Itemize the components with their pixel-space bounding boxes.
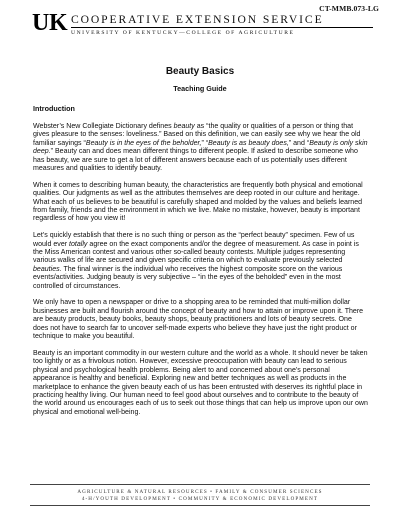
text-run: Webster’s New Collegiate Dictionary defines [33,123,174,130]
section-heading: Introduction [33,104,75,113]
service-name: COOPERATIVE EXTENSION SERVICE [71,13,324,26]
uk-logo [32,10,68,36]
university-name: UNIVERSITY OF KENTUCKY—COLLEGE OF AGRICULTURE [71,29,295,36]
body-text [33,123,368,426]
text-run-italic: beauty [173,123,195,130]
text-run-italic: beauties. [33,265,62,273]
footer-line-1: AGRICULTURE & NATURAL RESOURCES • FAMILY & CONSUMER SCIENCES [77,489,323,495]
footer-rule-top [30,484,370,485]
page-subtitle: Teaching Guide [173,84,227,93]
document-id: CT-MMB.073-LG [319,4,379,13]
header-rule [71,27,373,28]
text-run-italic: Beauty is only skin deep. [33,139,368,156]
logo-letter-k: K [49,10,68,36]
paragraph-4: We only have to open a newspaper or drive to a shopping area to be reminded that multi-million dollar businesses are built and flourish around the concept of beauty and how to attain or improve upon it. There are beauty products, beauty books, beauty shops, beauty practitioners and lots of beauty secrets. One does not have to search far to uncover self-made experts who believe they have just the right product or technique to make you beautiful. [33,299,364,341]
footer-line-2: 4-H/YOUTH DEVELOPMENT • COMMUNITY & ECONOMIC DEVELOPMENT [81,496,319,502]
text-run: Let’s quickly establish that there is no such thing or person as the “perfect beauty” specimen. Few of us would ever [33,232,355,248]
page-title: Beauty Basics [165,66,235,77]
text-run: ” Beauty can and does mean different things to different people. If asked to describe someone who has beauty, we are sure to get a lot of different answers because each of us potentially uses different measures and qualities to identify beauty. [33,148,358,173]
footer-rule-bottom [30,505,370,506]
paragraph-5: Beauty is an important commodity in our western culture and the world as a whole. It should never be taken too lightly or as a frivolous notion. However, excessive preoccupation with beauty can lead to serious physical and psychological health problems. Being alert to and concerned about one’s personal appearance is healthy and beneficial. Exploring new and better techniques as well as products in the marketplace to enhance the given beauty each of us has been entrusted with deserves its rightful place in practicing healthy living. Our human need to feel good about ourselves and to contribute to the beauty of the world around us encourages each of us to seek out those things that can help us improve upon our own physical and emotional well-being. [33,349,368,416]
text-run-italic: totally [69,240,88,248]
text-run-italic: Beauty is in the eyes of the beholder, [85,139,202,147]
text-run: agree on the exact components and/or the degree of measurement. As case in point is the Miss American contest and various other so-called beauty contests. Multiple judges representing various walks of life are secured and given specific criteria on which to evaluate previously selected [33,240,359,265]
paragraph-2: When it comes to describing human beauty, the characteristics are frequently both physical and emotional qualities. Our judgments as well as the attributes themselves are deep rooted in our culture and heritage. What each of us believes to be beautiful is carefully shaped and molded by the values and beliefs learned from family, friends and the environment in which we live. Make no mistake, however, beauty is important regardless of how you view it! [33,181,363,223]
text-run: ” “ [201,139,209,147]
text-run: as “the quality or qualities of a person or thing that gives pleasure to the senses: loveliness.” Based on this definition, we can easily see why we hear the old familiar sayings “ [33,123,361,147]
text-run-italic: Beauty is as beauty does, [208,139,289,147]
text-run: The final winner is the individual who receives the highest composite score on the various events/activities. Judging beauty is very subjective – “in the eyes of the beholded” even in the most controlled of circumstances. [33,265,343,290]
paragraph-1 [33,123,368,173]
text-run: ” and “ [288,139,310,147]
logo-letter-u: U [32,10,50,36]
paragraph-3 [33,232,368,291]
